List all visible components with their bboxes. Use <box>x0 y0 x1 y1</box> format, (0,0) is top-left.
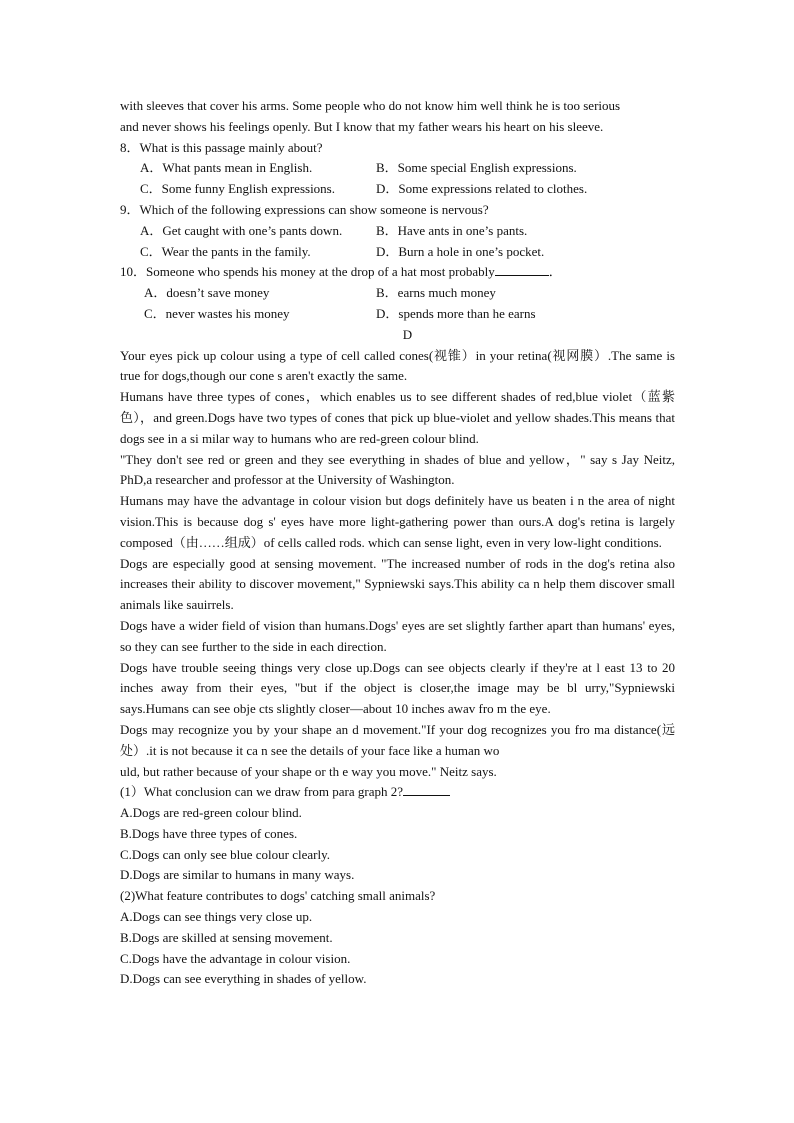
question-8-stem: 8．What is this passage mainly about? <box>120 139 323 155</box>
followup-1-option-b: B.Dogs have three types of cones. <box>120 825 298 841</box>
passage-paragraph-1: Your eyes pick up colour using a type of cell called cones(视锥）in your retina(视网膜）.The same is true for dogs,though our cone s aren't exactly the same. <box>120 347 675 384</box>
question-9-option-b: B．Have ants in one’s pants. <box>376 222 528 238</box>
followup-1-stem-text: (1）What conclusion can we draw from para graph 2? <box>120 784 403 800</box>
intro-line-1: with sleeves that cover his arms. Some people who do not know him well think he is too serious <box>120 98 621 113</box>
followup-1-option-a: A.Dogs are red-green colour blind. <box>120 805 302 821</box>
question-10-option-b: B．earns much money <box>376 285 496 301</box>
question-8-option-d: D．Some expressions related to clothes. <box>376 181 588 197</box>
question-10-option-d: D．spends more than he earns <box>376 305 536 321</box>
intro-line-2: and never shows his feelings openly. But I know that my father wears his heart on his sleeve. <box>120 118 604 134</box>
passage-paragraph-7: Dogs have trouble seeing things very close up.Dogs can see objects clearly if they're at l east 13 to 20 inches away from their eyes, "but if the object is closer,the image may be bl urry,"Sypniewski says.Humans can see obje cts slightly closer—about 10 inches awav fro m the eye. <box>120 659 675 717</box>
question-10-stem-text: 10．Someone who spends his money at the drop of a hat most probably <box>120 264 495 280</box>
question-9-option-c: C．Wear the pants in the family. <box>140 243 311 259</box>
question-9-option-a: A．Get caught with one’s pants down. <box>140 222 343 238</box>
followup-2-option-b: B.Dogs are skilled at sensing movement. <box>120 929 333 945</box>
question-8-option-b: B．Some special English expressions. <box>376 160 577 176</box>
question-10-stem <box>120 262 675 283</box>
answer-blank <box>495 263 549 276</box>
question-9-options-row-1 <box>120 221 675 242</box>
passage-paragraph-8: Dogs may recognize you by your shape an d movement."If your dog recognizes you fro ma distance(远处）.it is not because it ca n see the details of your face like a human wo <box>120 721 675 758</box>
question-10-option-a: A．doesn’t save money <box>144 285 270 301</box>
followup-1-stem <box>120 782 675 803</box>
followup-1-blank <box>403 783 450 796</box>
question-9-option-d: D．Burn a hole in one’s pocket. <box>376 243 545 259</box>
document-page <box>120 96 675 990</box>
passage-paragraph-5: Dogs are especially good at sensing movement. "The increased number of rods in the dog's retina also increases their ability to discover movement," Sypniewski says.This ability ca n help them discover small animals like sauirrels. <box>120 555 675 613</box>
passage-paragraph-6: Dogs have a wider field of vision than humans.Dogs' eyes are set slightly farther apart than humans' eyes, so they can see further to the side in each direction. <box>120 617 675 654</box>
question-8-options-row-1 <box>120 158 675 179</box>
passage-paragraph-2: Humans have three types of cones，which enables us to see different shades of red,blue violet（蓝紫色），and green.Dogs have two types of cones that pick up blue-violet and yellow shades.This means that dogs see in a si milar way to humans who are red-green colour blind. <box>120 389 675 446</box>
question-8-options-row-2 <box>120 179 675 200</box>
followup-1-option-d: D.Dogs are similar to humans in many ways. <box>120 867 355 883</box>
followup-2-stem: (2)What feature contributes to dogs' catching small animals? <box>120 888 436 904</box>
question-10-options-row-2 <box>120 304 675 325</box>
section-label: D <box>402 326 413 342</box>
followup-2-option-d: D.Dogs can see everything in shades of yellow. <box>120 971 367 987</box>
question-9-options-row-2 <box>120 242 675 263</box>
question-8-option-c: C．Some funny English expressions. <box>140 181 335 197</box>
question-10-stem-end: ． <box>548 264 562 280</box>
passage-paragraph-3: "They don't see red or green and they see everything in shades of blue and yellow，" say s Jay Neitz, PhD,a researcher and professor at the University of Washington. <box>120 451 675 488</box>
question-10-options-row-1 <box>120 283 675 304</box>
followup-1-option-c: C.Dogs can only see blue colour clearly. <box>120 846 330 862</box>
followup-2-option-a: A.Dogs can see things very close up. <box>120 909 313 925</box>
question-9-stem: 9．Which of the following expressions can show someone is nervous? <box>120 201 489 217</box>
passage-paragraph-4: Humans may have the advantage in colour vision but dogs definitely have us beaten i n the area of night vision.This is because dog s' eyes have more light-gathering power than ours.A dog's retina is largely composed（由……组成）of cells called rods. which can sense light, even in very low-light conditions. <box>120 493 675 550</box>
passage-paragraph-8-tail: uld, but rather because of your shape or th e way you move." Neitz says. <box>120 763 497 779</box>
followup-2-option-c: C.Dogs have the advantage in colour vision. <box>120 950 351 966</box>
question-8-option-a: A．What pants mean in English. <box>140 160 313 176</box>
question-10-option-c: C．never wastes his money <box>144 305 290 321</box>
